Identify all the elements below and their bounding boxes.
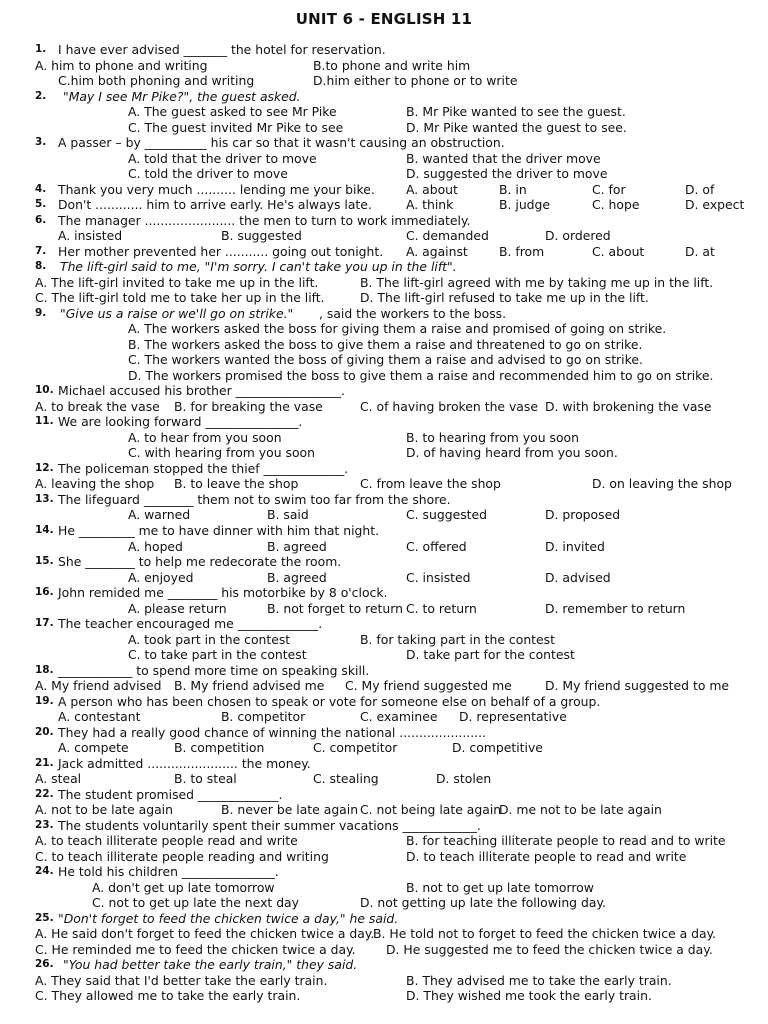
question-number: 11. [35, 415, 54, 428]
question-number: 5. [35, 198, 47, 211]
option-text: D. me not to be late again [499, 802, 662, 818]
text-line [0, 942, 768, 958]
option-text: C. to return [406, 600, 477, 616]
text-line [0, 818, 768, 834]
line-text: A. him to phone and writing [35, 57, 208, 73]
question-number: 15. [35, 555, 54, 568]
option-text: B. not forget to return [267, 600, 403, 616]
option-text: B. suggested [221, 228, 302, 244]
text-line [0, 399, 768, 415]
option-text: The teacher encouraged me _____________. [58, 616, 323, 632]
option-text: C. about [592, 243, 645, 259]
option-text: A. against [406, 243, 468, 259]
option-text: B. They advised me to take the early train. [406, 972, 672, 988]
option-text: D. take part for the contest [406, 647, 575, 663]
text-line [0, 42, 768, 58]
line-text: "Give us a raise or we'll go on strike." [60, 305, 294, 321]
question-number: 9. [35, 306, 47, 319]
text-line [0, 585, 768, 601]
option-text: C. of having broken the vase [360, 398, 538, 414]
question-number: 21. [35, 756, 54, 769]
text-line [0, 414, 768, 430]
text-line [0, 523, 768, 539]
option-text: John remided me ________ his motorbike by 8 o'clock. [58, 585, 388, 601]
question-number: 24. [35, 865, 54, 878]
text-line [0, 58, 768, 74]
option-text: B. to steal [174, 771, 237, 787]
option-text: The policeman stopped the thief _____________. [58, 460, 349, 476]
option-text: D. advised [545, 569, 611, 585]
option-text: C. demanded [406, 228, 489, 244]
option-text: D. They wished me took the early train. [406, 988, 652, 1004]
text-line [0, 120, 768, 136]
option-text: B. to leave the shop [174, 476, 299, 492]
text-line [0, 166, 768, 182]
option-text: Don't ............ him to arrive early. He's always late. [58, 197, 372, 213]
option-text: B. said [267, 507, 309, 523]
question-number: 25. [35, 911, 54, 924]
text-line [0, 430, 768, 446]
line-text: A. contestant [58, 709, 141, 725]
text-line [0, 73, 768, 89]
option-text: B. judge [499, 197, 551, 213]
line-text: C. to take part in the contest [128, 647, 307, 663]
option-text: D. suggested the driver to move [406, 166, 608, 182]
option-text: C. competitor [313, 740, 398, 756]
option-text: D. on leaving the shop [592, 476, 732, 492]
line-text: "Don't forget to feed the chicken twice a day," he said. [58, 910, 399, 926]
option-text: B. from [499, 243, 545, 259]
option-text: C. from leave the shop [360, 476, 501, 492]
option-text: A. think [406, 197, 454, 213]
option-text: B. He told not to forget to feed the chicken twice a day. [373, 926, 717, 942]
option-text: B. Mr Pike wanted to see the guest. [406, 104, 626, 120]
text-line [0, 911, 768, 927]
question-number: 16. [35, 586, 54, 599]
question-number: 7. [35, 244, 47, 257]
option-text: He _________ me to have dinner with him that night. [58, 522, 380, 538]
text-line [0, 973, 768, 989]
text-line [0, 802, 768, 818]
text-line [0, 926, 768, 942]
line-text: C. The lift-girl told me to take her up in the lift. [35, 290, 325, 306]
text-line [0, 787, 768, 803]
option-text: C. insisted [406, 569, 471, 585]
text-line [0, 321, 768, 337]
text-line [0, 445, 768, 461]
option-text: B. for breaking the vase [174, 398, 323, 414]
text-line [0, 368, 768, 384]
question-number: 10. [35, 384, 54, 397]
line-text: A. The workers asked the boss for giving them a raise and promised of going on strike. [128, 321, 667, 337]
option-text: D. with brokening the vase [545, 398, 712, 414]
option-text: C. My friend suggested me [345, 678, 512, 694]
text-line [0, 849, 768, 865]
text-line [0, 740, 768, 756]
option-text: D. The lift-girl refused to take me up in the lift. [360, 290, 649, 306]
option-text: D. to teach illiterate people to read and write [406, 848, 687, 864]
line-text: A. insisted [58, 228, 123, 244]
text-line [0, 492, 768, 508]
line-text: "You had better take the early train," they said. [63, 957, 358, 973]
option-text: D. at [685, 243, 715, 259]
line-text: A. enjoyed [128, 569, 194, 585]
option-text: B. competitor [221, 709, 306, 725]
text-line [0, 197, 768, 213]
line-text: C. with hearing from you soon [128, 445, 315, 461]
option-text: A. about [406, 181, 458, 197]
question-number: 1. [35, 43, 47, 55]
option-text: We are looking forward _______________. [58, 414, 303, 430]
option-text: C. offered [406, 538, 467, 554]
line-text: D. The workers promised the boss to give them a raise and recommended him to go on strike. [128, 367, 714, 383]
line-text: C. to teach illiterate people reading and writing [35, 848, 329, 864]
line-text: A. told that the driver to move [128, 150, 317, 166]
option-text: , said the workers to the boss. [319, 305, 507, 321]
question-number: 23. [35, 818, 54, 831]
question-number: 17. [35, 617, 54, 630]
text-line [0, 709, 768, 725]
option-text: They had a really good chance of winning the national ...................... [58, 724, 486, 740]
text-line [0, 182, 768, 198]
text-line [0, 383, 768, 399]
option-text: He told his children _______________. [58, 864, 279, 880]
line-text: A. He said don't forget to feed the chicken twice a day. [35, 926, 375, 942]
text-line [0, 554, 768, 570]
option-text: The students voluntarily spent their summer vacations ____________. [58, 817, 481, 833]
line-text: A. hoped [128, 538, 183, 554]
line-text: A. My friend advised [35, 678, 162, 694]
text-line [0, 507, 768, 523]
option-text: C. not being late again [360, 802, 502, 818]
option-text: B. competition [174, 740, 265, 756]
option-text: The student promised _____________. [58, 786, 283, 802]
text-line [0, 306, 768, 322]
option-text: B. agreed [267, 569, 327, 585]
option-text: Her mother prevented her ........... going out tonight. [58, 243, 384, 259]
option-text: D. My friend suggested to me [545, 678, 730, 694]
option-text: D. invited [545, 538, 605, 554]
text-line [0, 228, 768, 244]
question-number: 3. [35, 136, 47, 149]
text-line [0, 895, 768, 911]
option-text: The lifeguard ________ them not to swim too far from the shore. [58, 491, 451, 507]
text-line [0, 213, 768, 229]
option-text: Thank you very much .......... lending me your bike. [58, 181, 375, 197]
option-text: C. for [592, 181, 626, 197]
option-text: D. ordered [545, 228, 611, 244]
question-list [0, 42, 768, 1004]
line-text: A. please return [128, 600, 227, 616]
text-line [0, 259, 768, 275]
text-line [0, 601, 768, 617]
line-text: C.him both phoning and writing [58, 73, 255, 89]
question-number: 4. [35, 182, 47, 195]
line-text: A. to teach illiterate people read and write [35, 833, 298, 849]
question-number: 14. [35, 523, 54, 536]
text-line [0, 151, 768, 167]
option-text: B. wanted that the driver move [406, 150, 601, 166]
line-text: C. He reminded me to feed the chicken twice a day. [35, 941, 356, 957]
line-text: A. to hear from you soon [128, 429, 282, 445]
line-text: A. compete [58, 740, 129, 756]
text-line [0, 570, 768, 586]
option-text: D. of [685, 181, 715, 197]
option-text: D.him either to phone or to write [313, 73, 518, 89]
option-text: D. of having heard from you soon. [406, 445, 618, 461]
option-text: ____________ to spend more time on speaking skill. [58, 662, 370, 678]
option-text: B. never be late again [221, 802, 359, 818]
line-text: B. The workers asked the boss to give them a raise and threatened to go on strike. [128, 336, 643, 352]
option-text: D. representative [459, 709, 567, 725]
text-line [0, 957, 768, 973]
text-line [0, 694, 768, 710]
option-text: B. to hearing from you soon [406, 429, 579, 445]
option-text: Michael accused his brother _________________. [58, 383, 345, 399]
option-text: B. in [499, 181, 527, 197]
text-line [0, 988, 768, 1004]
text-line [0, 104, 768, 120]
line-text: A. The guest asked to see Mr Pike [128, 104, 337, 120]
text-line [0, 678, 768, 694]
line-text: A. don't get up late tomorrow [92, 879, 275, 895]
option-text: D. Mr Pike wanted the guest to see. [406, 119, 627, 135]
text-line [0, 833, 768, 849]
option-text: D. remember to return [545, 600, 686, 616]
question-number: 8. [35, 260, 47, 273]
option-text: B. not to get up late tomorrow [406, 879, 594, 895]
question-number: 2. [35, 89, 47, 102]
text-line [0, 337, 768, 353]
line-text: "May I see Mr Pike?", the guest asked. [63, 88, 301, 104]
option-text: C. hope [592, 197, 640, 213]
text-line [0, 864, 768, 880]
line-text: A. leaving the shop [35, 476, 155, 492]
option-text: A passer – by __________ his car so that it wasn't causing an obstruction. [58, 135, 505, 151]
question-number: 18. [35, 663, 54, 676]
line-text: A. The lift-girl invited to take me up in the lift. [35, 274, 319, 290]
text-line [0, 275, 768, 291]
question-number: 13. [35, 492, 54, 505]
line-text: A. They said that I'd better take the early train. [35, 972, 328, 988]
option-text: D. stolen [436, 771, 492, 787]
option-text: D. He suggested me to feed the chicken twice a day. [386, 941, 713, 957]
text-line [0, 771, 768, 787]
option-text: B. for taking part in the contest [360, 631, 555, 647]
question-number: 22. [35, 787, 54, 800]
line-text: C. The workers wanted the boss of giving them a raise and advised to go on strike. [128, 352, 643, 368]
option-text: B.to phone and write him [313, 57, 471, 73]
text-line [0, 244, 768, 260]
option-text: D. not getting up late the following day. [360, 895, 606, 911]
text-line [0, 756, 768, 772]
line-text: A. not to be late again [35, 802, 173, 818]
line-text: A. steal [35, 771, 82, 787]
question-number: 20. [35, 725, 54, 738]
option-text: A person who has been chosen to speak or vote for someone else on behalf of a group. [58, 693, 601, 709]
option-text: C. suggested [406, 507, 487, 523]
line-text: A. took part in the contest [128, 631, 291, 647]
option-text: B. for teaching illiterate people to read and to write [406, 833, 726, 849]
question-number: 6. [35, 213, 47, 226]
option-text: Jack admitted ....................... the money. [58, 755, 311, 771]
text-line [0, 476, 768, 492]
option-text: B. My friend advised me [174, 678, 325, 694]
option-text: The manager ....................... the men to turn to work immediately. [58, 212, 471, 228]
text-line [0, 632, 768, 648]
text-line [0, 135, 768, 151]
text-line [0, 290, 768, 306]
text-line [0, 725, 768, 741]
line-text: C. The guest invited Mr Pike to see [128, 119, 344, 135]
option-text: D. proposed [545, 507, 621, 523]
question-number: 19. [35, 694, 54, 707]
worksheet-title: UNIT 6 - ENGLISH 11 [295, 10, 473, 28]
option-text: B. The lift-girl agreed with me by taking me up in the lift. [360, 274, 714, 290]
line-text: C. told the driver to move [128, 166, 288, 182]
option-text: She ________ to help me redecorate the room. [58, 554, 342, 570]
text-line [0, 461, 768, 477]
option-text: D. competitive [452, 740, 543, 756]
line-text: The lift-girl said to me, "I'm sorry. I can't take you up in the lift". [60, 259, 457, 275]
option-text: D. expect [685, 197, 745, 213]
option-text: C. stealing [313, 771, 379, 787]
line-text: A. to break the vase [35, 398, 160, 414]
text-line [0, 647, 768, 663]
question-number: 26. [35, 958, 54, 971]
option-text: B. agreed [267, 538, 327, 554]
line-text: C. They allowed me to take the early train. [35, 988, 301, 1004]
text-line [0, 663, 768, 679]
text-line [0, 352, 768, 368]
text-line [0, 880, 768, 896]
line-text: A. warned [128, 507, 191, 523]
text-line [0, 539, 768, 555]
option-text: I have ever advised _______ the hotel for reservation. [58, 42, 386, 57]
text-line [0, 616, 768, 632]
line-text: C. not to get up late the next day [92, 895, 299, 911]
option-text: C. examinee [360, 709, 438, 725]
text-line [0, 89, 768, 105]
question-number: 12. [35, 461, 54, 474]
